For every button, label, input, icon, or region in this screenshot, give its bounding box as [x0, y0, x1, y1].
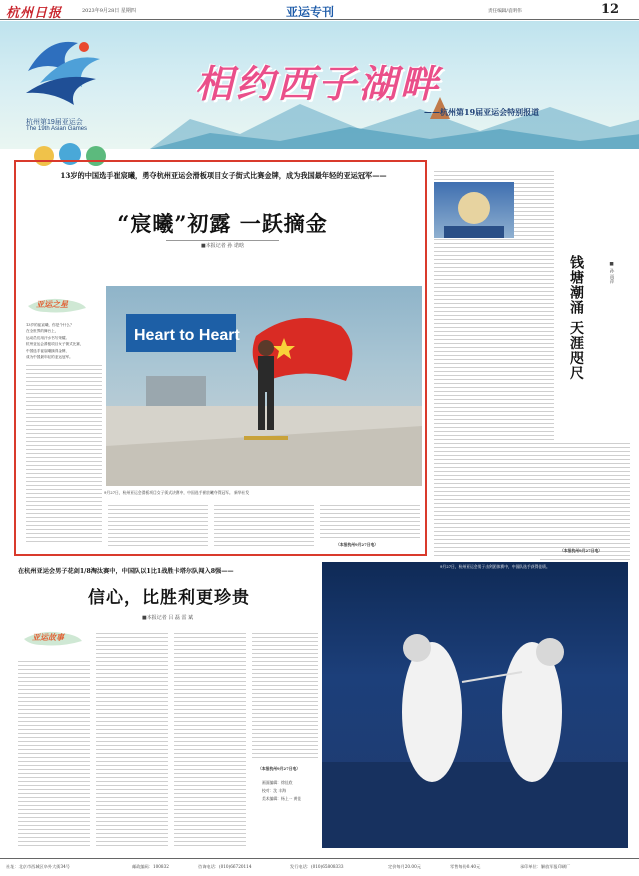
tag-label: 亚运之星	[36, 299, 68, 309]
newspaper-logo: 杭州日报	[6, 6, 63, 21]
games-name-english: The 19th Asian Games	[26, 126, 88, 132]
section-tag	[26, 292, 88, 318]
lower-article-body	[252, 630, 318, 760]
byline-divider	[166, 240, 279, 241]
article-headline: “宸曦”初露 一跃摘金	[117, 211, 328, 236]
text-body-filler	[26, 362, 102, 542]
article-line: 运动员们用汗水书写荣耀。	[26, 335, 70, 340]
text-body-filler	[108, 502, 208, 548]
page-number: 12	[601, 2, 620, 17]
page-footer	[0, 858, 639, 876]
article-line: 13岁的崔宸曦，你是个什么？	[26, 323, 74, 327]
photo-credit: 新华社发	[233, 490, 250, 495]
fencing-photo	[322, 562, 628, 848]
lower-article-headline: 信心，比胜利更珍贵	[88, 588, 250, 608]
right-dateline: （本报杭州9月27日电）	[560, 548, 603, 553]
featured-article	[14, 160, 427, 556]
lower-article-body	[18, 658, 90, 848]
article-line: 杭州亚运会滑板项目女子街式比赛，	[26, 342, 84, 347]
lower-dateline: （本报杭州9月27日电）	[258, 766, 301, 771]
article-line: 成为中国最年轻的亚运冠军。	[26, 355, 73, 360]
page-header	[0, 0, 639, 20]
article-line: 在全世界的舞台上，	[26, 329, 59, 334]
column-header	[566, 255, 602, 381]
text-body-filler	[320, 502, 420, 538]
article-dateline: （本报杭州9月27日电）	[336, 542, 379, 547]
lower-article-body	[174, 630, 246, 848]
skateboarder-photo	[106, 286, 422, 486]
article-line: 中国选手崔宸曦摘得金牌，	[26, 348, 70, 353]
article-deck: 13岁的中国选手崔宸曦，勇夺杭州亚运会滑板项目女子街式比赛金牌，成为我国最年轻的亚运冠军——	[60, 171, 387, 180]
section-title: 亚运专刊	[286, 5, 335, 19]
footer-price: 定价每月20.00元	[388, 864, 421, 869]
svg-text:Heart to Heart: Heart to Heart	[134, 327, 240, 344]
lower-credit: 画面编辑：徐佳欣	[262, 780, 293, 785]
footer-retail: 零售每份0.40元	[450, 864, 481, 869]
lower-credit: 美术编辑：杨上一 黄佳	[262, 796, 302, 801]
article-byline: ■本报记者 孙 诺晗	[201, 243, 244, 249]
photo-caption-text: 9月27日，杭州亚运会滑板项目女子街式决赛中，中国选手崔宸曦夺得冠军。	[104, 490, 233, 495]
lower-article-body	[96, 630, 168, 848]
issue-date: 2023年9月28日 星期四	[82, 8, 136, 14]
column-author: ■ 孙 雨萍	[609, 262, 614, 284]
column-title: 钱塘潮涌 天涯咫尺	[568, 255, 584, 381]
tag-label: 亚运故事	[32, 632, 64, 642]
lower-article-byline: ■本报记者 吕 磊 雷 斌	[142, 615, 194, 621]
banner-title: 相约西子湖畔	[195, 61, 442, 106]
footer-address: 社址：北京市西城区阜外大街34号	[6, 864, 70, 869]
footer-printer: 承印单位：解放军报印刷厂	[520, 864, 571, 869]
footer-hotline: 咨询电话：(010)66720114	[198, 864, 252, 869]
photo-caption	[104, 490, 422, 496]
right-article-body-2	[540, 440, 630, 560]
special-report-banner	[0, 21, 639, 149]
footer-postcode: 邮政编码：100832	[132, 864, 169, 869]
fencing-caption: 9月27日，杭州亚运会男子击剑团体赛中，中国队选手获得佳绩。	[440, 564, 550, 569]
banner-subtitle: ——杭州第19届亚运会特别报道	[424, 107, 540, 117]
column-photo	[434, 182, 514, 238]
games-name: 杭州第19届亚运会	[26, 119, 83, 126]
section-tag	[22, 625, 84, 651]
asian-games-emblem	[18, 31, 108, 115]
text-body-filler	[214, 502, 314, 548]
lower-article-deck: 在杭州亚运会男子花剑1/8淘汰赛中，中国队以1比1战胜卡塔尔队闯入8强——	[18, 568, 234, 575]
lower-credit: 校对：沈 丰海	[262, 788, 286, 793]
responsible-editor: 责任编辑/袁明伟	[488, 9, 522, 14]
footer-distribution: 发行电话：(010)65808333	[290, 864, 344, 869]
